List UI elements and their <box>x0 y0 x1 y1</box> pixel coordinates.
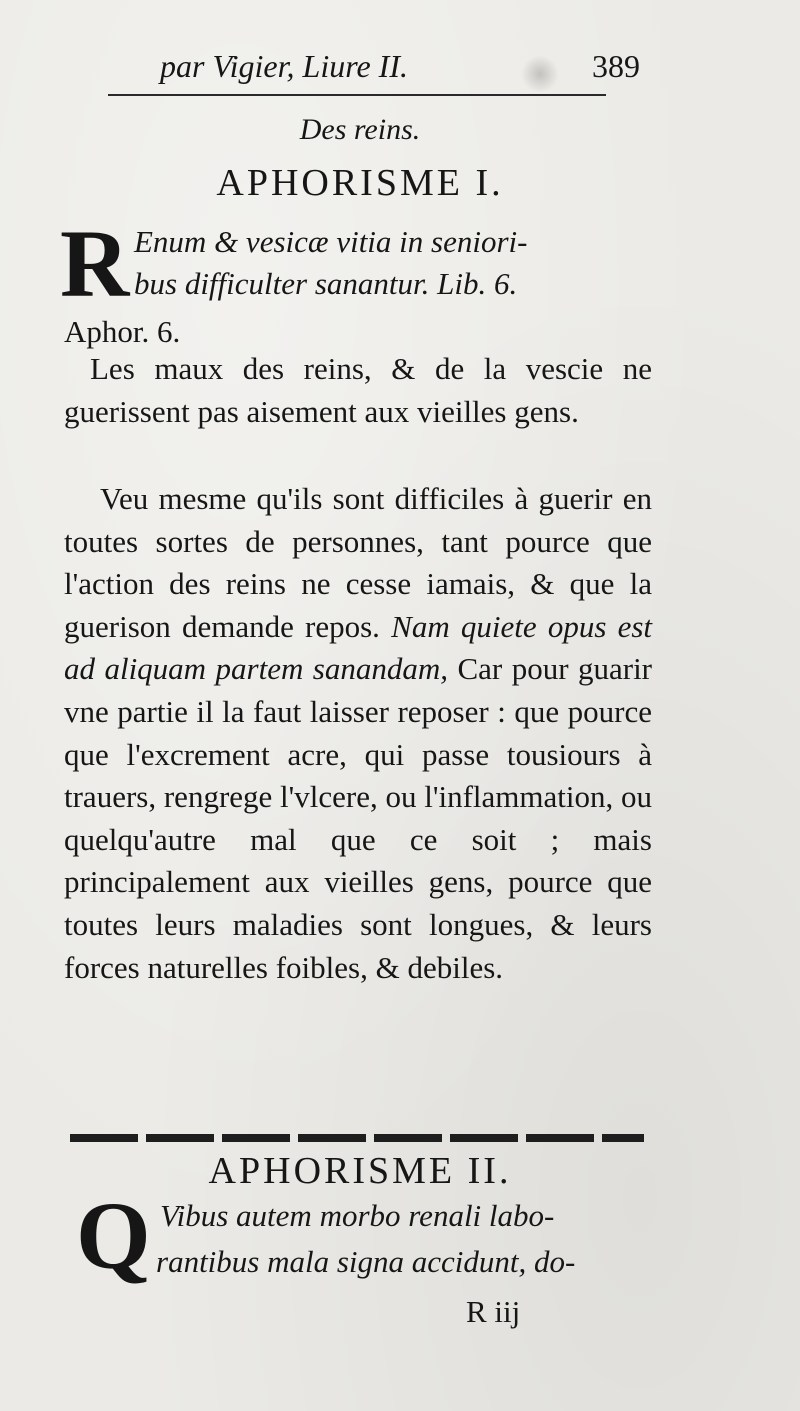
section-divider-rule <box>70 1134 644 1142</box>
aphorism-2-latin-line-1: Vibus autem morbo renali labo- <box>160 1198 555 1233</box>
aphorism-1-paragraph-2 <box>64 478 652 989</box>
aphorism-2-drop-cap: Q <box>76 1182 151 1289</box>
aphorism-2-title: APHORISME II. <box>208 1150 512 1192</box>
running-header <box>160 46 640 86</box>
running-title: par Vigier, Liure II. <box>160 48 408 84</box>
paragraph-2-text-b: Car pour guarir vne partie il la faut laisser reposer : que pource que l'excrement acre, qui passe tousiours à trauers, rengrege l'vlcere, ou l'inflammation, ou quelqu'autre mal que ce soit ; mais principalement aux vieilles gens, pource que toutes leurs maladies sont longues, & leurs forces naturelles foibles, & debiles. <box>64 651 653 985</box>
aphorism-1-reference: Aphor. 6. <box>64 314 181 349</box>
page-number: 389 <box>592 48 640 84</box>
aphorism-2-latin-line-2: rantibus mala signa accidunt, do- <box>156 1244 576 1279</box>
section-title: Des reins. <box>299 113 421 146</box>
signature-mark: R iij <box>466 1294 521 1329</box>
aphorism-1-latin-line-2: bus difficulter sanantur. Lib. 6. <box>134 266 518 301</box>
aphorism-1-latin-line-1: Enum & vesicæ vitia in seniori- <box>134 224 528 259</box>
aphorism-1-paragraph-1: Les maux des reins, & de la vescie ne guerissent pas aisement aux vieilles gens. <box>64 351 652 429</box>
paragraph-2-latin-quote: Nam quiete opus est ad aliquam partem sanandam, <box>64 608 653 687</box>
aphorism-1-drop-cap: R <box>60 210 130 317</box>
aphorism-1-title: APHORISME I. <box>216 162 504 204</box>
header-rule <box>108 94 606 96</box>
paragraph-2-text-a: Veu mesme qu'ils sont difficiles à guerir en toutes sortes de personnes, tant pource que l'action des reins ne cesse iamais, & que la guerison demande repos. <box>64 481 652 644</box>
